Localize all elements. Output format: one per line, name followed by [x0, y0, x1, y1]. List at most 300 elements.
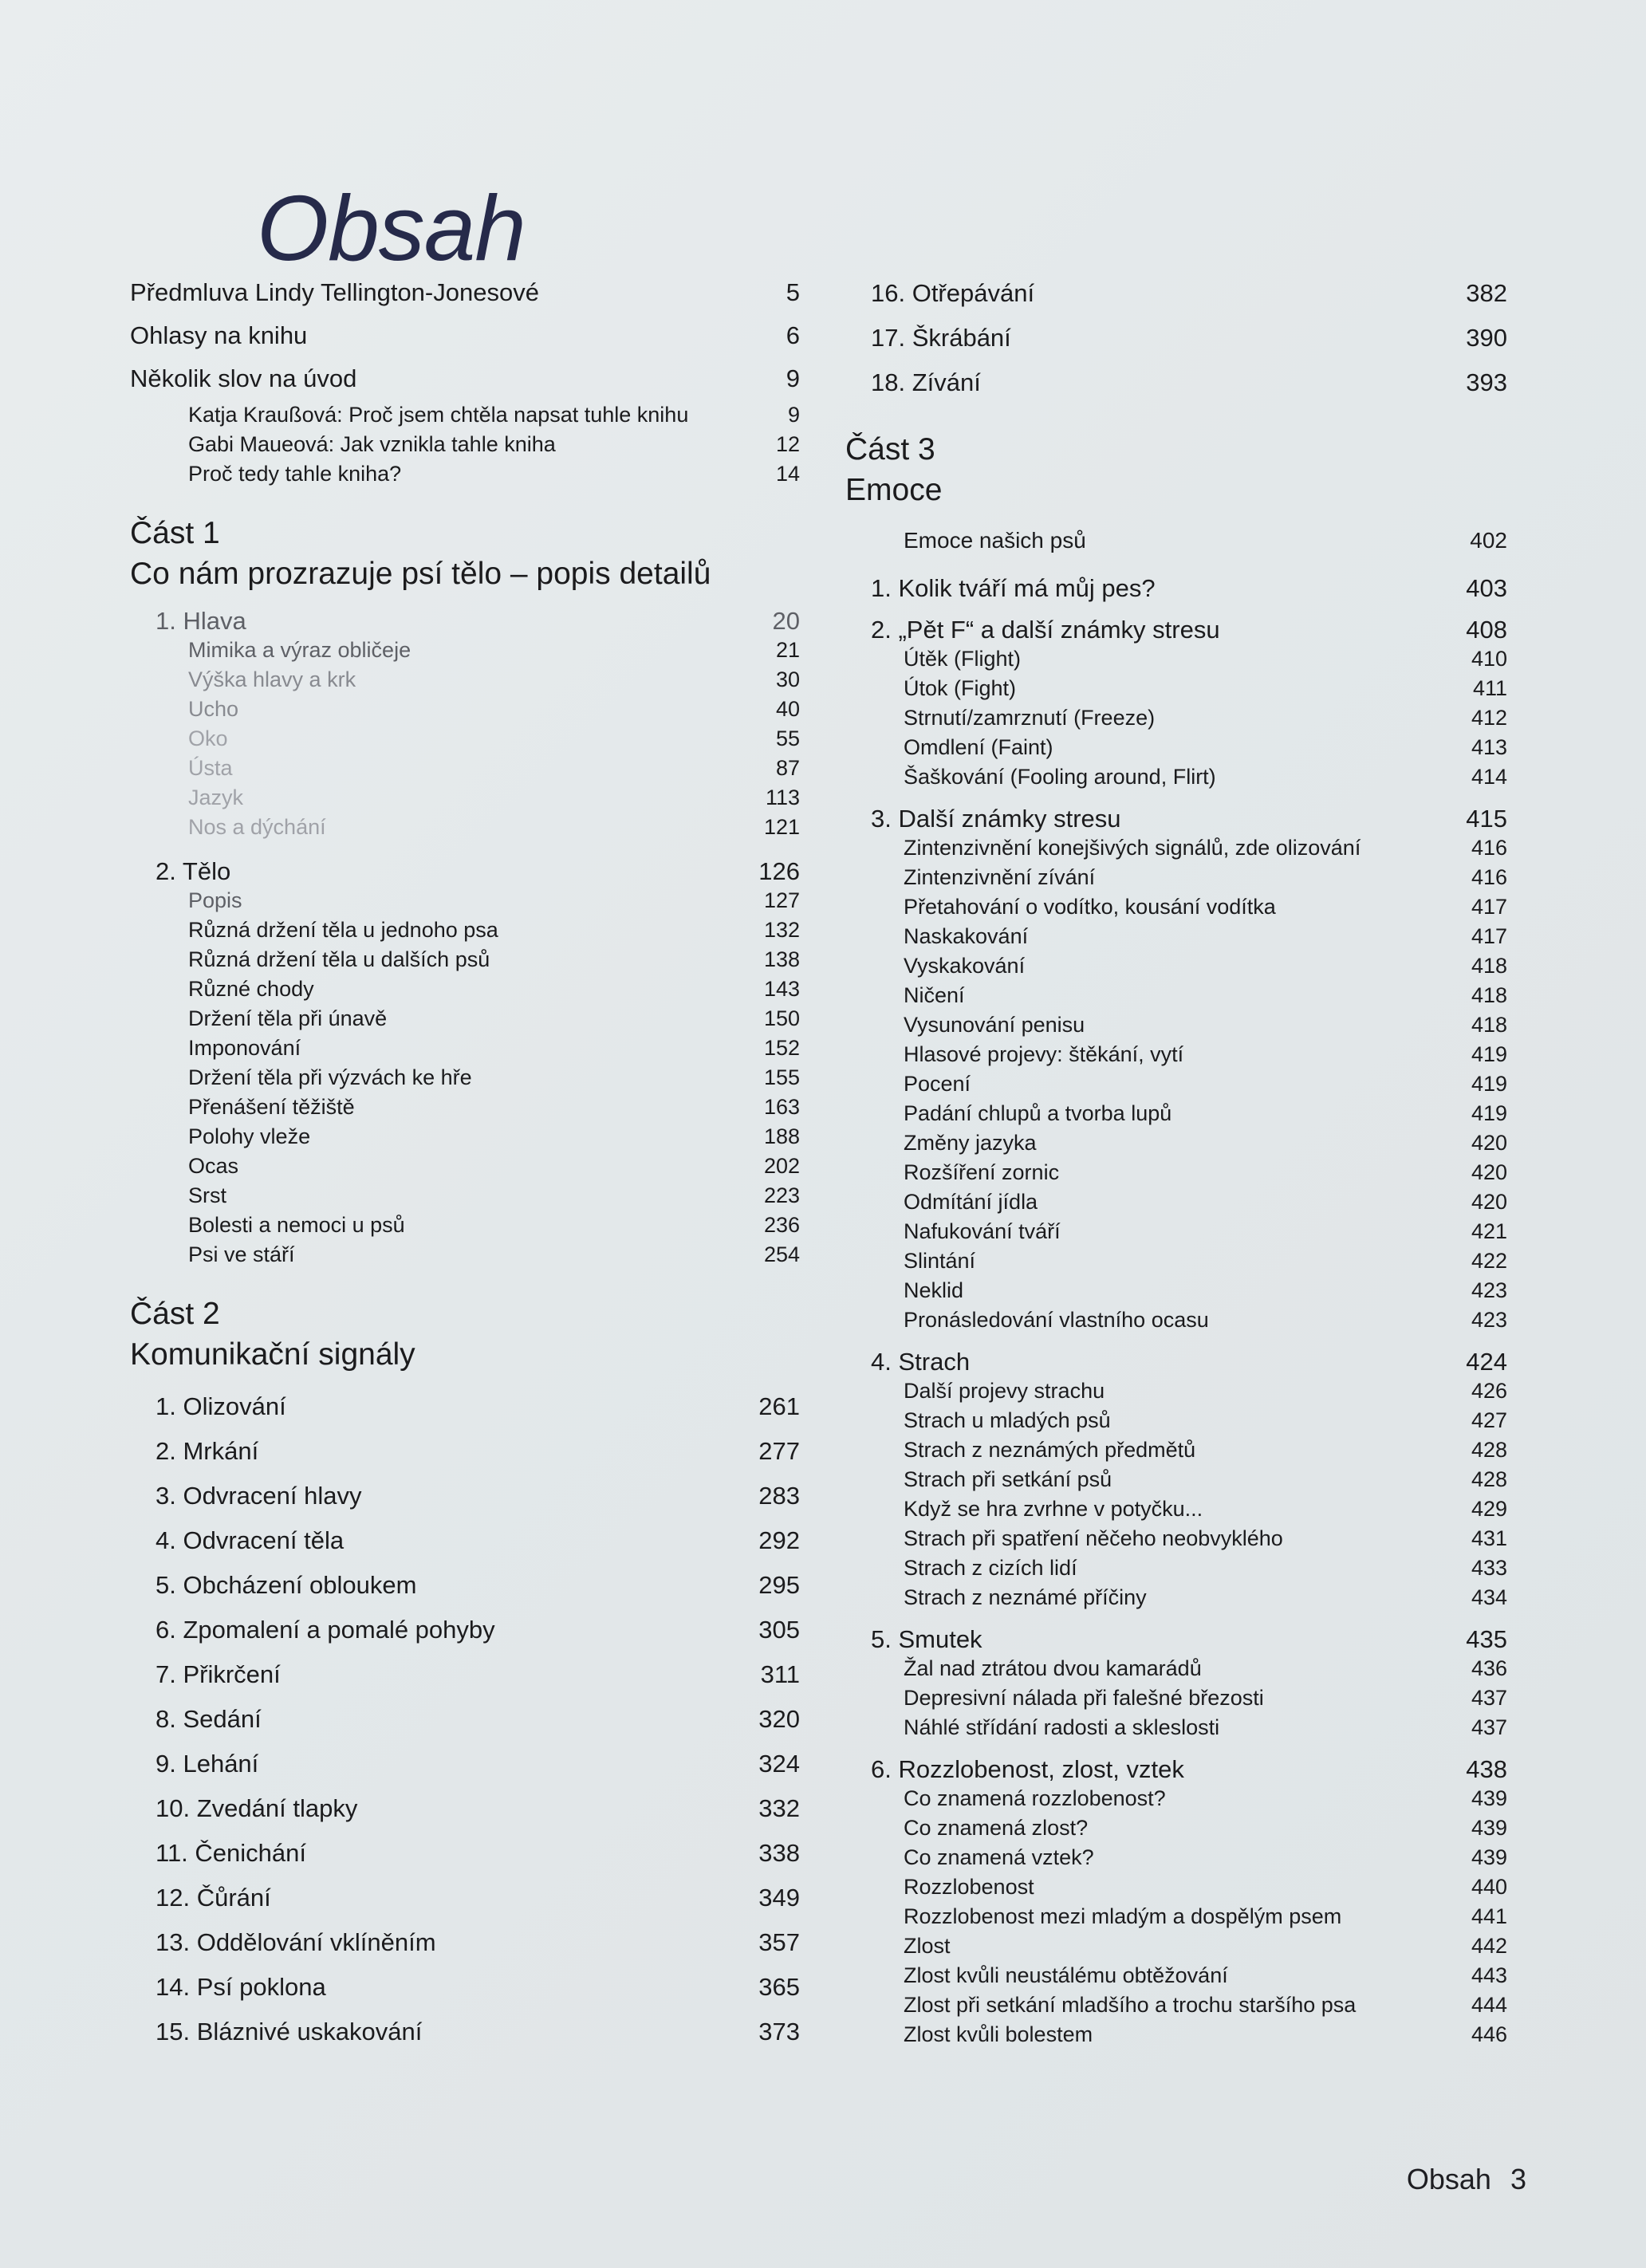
entry-label: Různé chody: [188, 977, 314, 1001]
entry-page: 434: [1471, 1585, 1507, 1609]
entry-page: 416: [1471, 865, 1507, 889]
entry-page: 426: [1471, 1379, 1507, 1403]
entry-page: 439: [1471, 1816, 1507, 1840]
toc-subentry[interactable]: [845, 1784, 1507, 1813]
part2-title: Komunikační signály: [130, 1337, 415, 1372]
entry-page: 439: [1471, 1786, 1507, 1810]
toc-subentry[interactable]: [130, 695, 800, 724]
entry-page: 14: [775, 462, 800, 486]
entry-page: 254: [763, 1242, 800, 1266]
entry-page: 150: [763, 1006, 800, 1030]
toc-subentry[interactable]: [845, 922, 1507, 951]
entry-page: 21: [775, 638, 800, 662]
toc-entry[interactable]: [130, 1965, 800, 2010]
toc-subentry[interactable]: [845, 981, 1507, 1010]
toc-entry[interactable]: [130, 2010, 800, 2054]
entry-page: 382: [1466, 279, 1507, 307]
toc-subentry[interactable]: [845, 1465, 1507, 1494]
entry-page: 413: [1471, 735, 1507, 759]
toc-chapter[interactable]: [845, 804, 1507, 833]
entry-label: Předmluva Lindy Tellington-Jonesové: [130, 278, 539, 306]
entry-page: 437: [1471, 1686, 1507, 1710]
entry-label: Různá držení těla u dalších psů: [188, 947, 490, 971]
entry-page: 419: [1471, 1072, 1507, 1096]
entry-page: 349: [758, 1884, 800, 1912]
entry-label: 17. Škrábání: [871, 324, 1011, 352]
entry-page: 439: [1471, 1845, 1507, 1869]
page-title: Obsah: [257, 175, 526, 280]
toc-subentry[interactable]: [130, 975, 800, 1004]
entry-page: 428: [1471, 1438, 1507, 1462]
toc-subentry[interactable]: [845, 1583, 1507, 1612]
toc-chapter[interactable]: [130, 856, 800, 886]
page-footer: [1407, 2163, 1526, 2196]
toc-subentry[interactable]: [845, 1010, 1507, 1040]
entry-page: 6: [786, 321, 800, 349]
part2-signal-list: [130, 1384, 800, 2054]
toc-subentry[interactable]: [845, 1494, 1507, 1524]
entry-label: Zlost kvůli bolestem: [904, 2022, 1093, 2046]
entry-label: Depresivní nálada při falešné březosti: [904, 1686, 1264, 1710]
entry-label: Katja Kraußová: Proč jsem chtěla napsat tuhle knihu: [188, 403, 689, 427]
toc-chapter[interactable]: [845, 615, 1507, 644]
entry-label: Několik slov na úvod: [130, 364, 357, 392]
entry-page: 338: [758, 1839, 800, 1867]
entry-label: Držení těla při únavě: [188, 1006, 388, 1030]
entry-label: Strach z neznámé příčiny: [904, 1585, 1147, 1609]
part1-label: Část 1: [130, 516, 220, 550]
toc-subentry[interactable]: [845, 1099, 1507, 1128]
entry-label: 2. Mrkání: [156, 1437, 259, 1465]
toc-subentry[interactable]: [845, 1187, 1507, 1217]
entry-label: 7. Přikrčení: [156, 1660, 281, 1688]
entry-page: 295: [758, 1571, 800, 1599]
entry-page: 332: [758, 1794, 800, 1822]
part3-label: Část 3: [845, 432, 935, 467]
entry-label: Jazyk: [188, 786, 244, 809]
entry-page: 446: [1471, 2022, 1507, 2046]
entry-label: Polohy vleže: [188, 1124, 311, 1148]
entry-page: 442: [1471, 1934, 1507, 1958]
toc-subentry[interactable]: [845, 1990, 1507, 2020]
part1-title: Co nám prozrazuje psí tělo – popis detailů: [130, 557, 711, 591]
entry-label: Vysunování penisu: [904, 1013, 1085, 1037]
entry-label: Strach u mladých psů: [904, 1408, 1111, 1432]
entry-label: 5. Smutek: [871, 1625, 982, 1653]
entry-page: 126: [758, 857, 800, 885]
entry-page: 305: [758, 1616, 800, 1644]
toc-subentry[interactable]: [845, 1902, 1507, 1931]
entry-label: Zintenzivnění konejšivých signálů, zde olizování: [904, 836, 1361, 860]
toc-right-column: [845, 271, 1507, 2049]
entry-page: 311: [760, 1660, 800, 1688]
entry-page: 420: [1471, 1131, 1507, 1155]
toc-entry[interactable]: [130, 1429, 800, 1474]
toc-subentry[interactable]: [845, 863, 1507, 892]
entry-label: 10. Zvedání tlapky: [156, 1794, 358, 1822]
toc-subentry[interactable]: [845, 1872, 1507, 1902]
entry-label: Proč tedy tahle kniha?: [188, 462, 402, 486]
entry-page: 429: [1471, 1497, 1507, 1521]
entry-page: 12: [775, 432, 800, 456]
entry-page: 320: [758, 1705, 800, 1733]
part2-label: Část 2: [130, 1297, 220, 1331]
entry-page: 423: [1471, 1308, 1507, 1332]
entry-page: 55: [775, 726, 800, 750]
toc-subentry[interactable]: [130, 754, 800, 783]
entry-page: 9: [787, 403, 800, 427]
toc-entry[interactable]: [845, 271, 1507, 316]
toc-subentry[interactable]: [130, 459, 800, 489]
entry-label: Zlost: [904, 1934, 951, 1958]
toc-chapter[interactable]: [130, 606, 800, 636]
toc-chapter[interactable]: [845, 1754, 1507, 1784]
entry-label: 4. Strach: [871, 1348, 971, 1376]
entry-label: Strach při spatření něčeho neobvyklého: [904, 1526, 1283, 1550]
entry-label: Psi ve stáří: [188, 1242, 295, 1266]
entry-page: 223: [763, 1183, 800, 1207]
entry-label: Strach z neznámých předmětů: [904, 1438, 1196, 1462]
toc-subentry[interactable]: [130, 1063, 800, 1093]
entry-label: 16. Otřepávání: [871, 279, 1035, 307]
entry-label: Zlost při setkání mladšího a trochu staršího psa: [904, 1993, 1357, 2017]
toc-subentry[interactable]: [130, 945, 800, 975]
toc-subentry[interactable]: [845, 2020, 1507, 2049]
entry-page: 427: [1471, 1408, 1507, 1432]
entry-label: Rozšíření zornic: [904, 1160, 1060, 1184]
toc-subentry[interactable]: [845, 703, 1507, 733]
entry-label: 1. Olizování: [156, 1392, 286, 1420]
entry-label: Náhlé střídání radosti a skleslosti: [904, 1715, 1220, 1739]
entry-label: Strach z cizích lidí: [904, 1556, 1077, 1580]
toc-entry[interactable]: [130, 1742, 800, 1786]
toc-entry[interactable]: [130, 1920, 800, 1965]
entry-page: 444: [1471, 1993, 1507, 2017]
entry-label: Ohlasy na knihu: [130, 321, 308, 349]
entry-label: Popis: [188, 888, 242, 912]
toc-subentry[interactable]: [845, 1305, 1507, 1335]
entry-page: 132: [763, 918, 800, 942]
entry-page: 411: [1472, 676, 1507, 700]
toc-subentry[interactable]: [845, 644, 1507, 674]
toc-subentry[interactable]: [130, 1004, 800, 1034]
entry-label: Útěk (Flight): [904, 647, 1022, 671]
toc-entry[interactable]: [130, 1652, 800, 1697]
toc-subentry[interactable]: [845, 1435, 1507, 1465]
toc-subentry[interactable]: [130, 636, 800, 665]
entry-page: 431: [1471, 1526, 1507, 1550]
entry-label: Ústa: [188, 756, 233, 780]
intro-subentries: [130, 400, 800, 489]
toc-subentry[interactable]: [845, 1713, 1507, 1742]
toc-subentry[interactable]: [130, 1093, 800, 1122]
entry-label: 5. Obcházení obloukem: [156, 1571, 417, 1599]
entry-label: 15. Bláznivé uskakování: [156, 2018, 423, 2046]
toc-subentry[interactable]: [845, 1276, 1507, 1305]
entry-label: 18. Zívání: [871, 368, 981, 396]
toc-subentry[interactable]: [130, 813, 800, 842]
entry-page: 393: [1466, 368, 1507, 396]
entry-label: 12. Čůrání: [156, 1884, 271, 1912]
toc-subentry[interactable]: [845, 762, 1507, 792]
toc-subentry[interactable]: [845, 1683, 1507, 1713]
toc-subentry[interactable]: [130, 400, 800, 430]
entry-label: Bolesti a nemoci u psů: [188, 1213, 405, 1237]
entry-page: 423: [1471, 1278, 1507, 1302]
entry-label: Přetahování o vodítko, kousání vodítka: [904, 895, 1276, 919]
entry-page: 417: [1471, 895, 1507, 919]
entry-label: Slintání: [904, 1249, 976, 1273]
entry-label: Emoce našich psů: [904, 528, 1086, 553]
entry-page: 418: [1471, 954, 1507, 978]
entry-label: 14. Psí poklona: [156, 1973, 326, 2001]
entry-page: 277: [758, 1437, 800, 1465]
toc-entry[interactable]: [130, 1608, 800, 1652]
toc-subentry[interactable]: [845, 1069, 1507, 1099]
toc-left-column: [130, 271, 800, 2054]
entry-label: Co znamená rozzlobenost?: [904, 1786, 1166, 1810]
toc-subentry[interactable]: [130, 1152, 800, 1181]
entry-page: 138: [763, 947, 800, 971]
entry-page: 283: [758, 1482, 800, 1510]
entry-page: 152: [763, 1036, 800, 1060]
front-matter-list: [130, 271, 800, 400]
entry-label: Nos a dýchání: [188, 815, 326, 839]
entry-label: Srst: [188, 1183, 227, 1207]
entry-page: 420: [1471, 1190, 1507, 1214]
toc-entry[interactable]: [130, 1474, 800, 1518]
entry-label: Oko: [188, 726, 228, 750]
entry-label: Útok (Fight): [904, 676, 1017, 700]
entry-label: 8. Sedání: [156, 1705, 262, 1733]
entry-label: Žal nad ztrátou dvou kamarádů: [904, 1656, 1202, 1680]
entry-label: Různá držení těla u jednoho psa: [188, 918, 498, 942]
entry-label: Nafukování tváří: [904, 1219, 1061, 1243]
toc-entry[interactable]: [845, 360, 1507, 405]
part3-chapters: [845, 573, 1507, 2049]
toc-subentry[interactable]: [130, 783, 800, 813]
entry-page: 416: [1471, 836, 1507, 860]
entry-page: 324: [758, 1750, 800, 1778]
toc-subentry[interactable]: [130, 1240, 800, 1270]
toc-subentry[interactable]: [130, 915, 800, 945]
entry-label: 13. Oddělování vklíněním: [156, 1928, 436, 1956]
toc-subentry[interactable]: [130, 1122, 800, 1152]
entry-page: 402: [1470, 528, 1507, 553]
entry-page: 412: [1471, 706, 1507, 730]
entry-label: Zintenzivnění zívání: [904, 865, 1096, 889]
entry-label: Když se hra zvrhne v potyčku...: [904, 1497, 1203, 1521]
entry-page: 357: [758, 1928, 800, 1956]
toc-subentry[interactable]: [845, 1961, 1507, 1990]
toc-entry[interactable]: [130, 1563, 800, 1608]
entry-label: Strnutí/zamrznutí (Freeze): [904, 706, 1156, 730]
entry-label: Výška hlavy a krk: [188, 667, 356, 691]
entry-page: 236: [763, 1213, 800, 1237]
entry-label: Pronásledování vlastního ocasu: [904, 1308, 1209, 1332]
toc-entry[interactable]: [845, 316, 1507, 360]
entry-label: Co znamená vztek?: [904, 1845, 1094, 1869]
entry-label: Držení těla při výzvách ke hře: [188, 1065, 472, 1089]
toc-subentry[interactable]: [845, 1128, 1507, 1158]
toc-subentry[interactable]: [845, 1813, 1507, 1843]
toc-entry[interactable]: [130, 1697, 800, 1742]
entry-label: Co znamená zlost?: [904, 1816, 1089, 1840]
entry-page: 87: [775, 756, 800, 780]
entry-page: 410: [1471, 647, 1507, 671]
entry-label: Strach při setkání psů: [904, 1467, 1112, 1491]
entry-label: 2. Tělo: [156, 857, 231, 885]
entry-page: 424: [1466, 1348, 1507, 1376]
toc-entry[interactable]: [130, 1786, 800, 1831]
entry-label: 2. „Pět F“ a další známky stresu: [871, 616, 1220, 644]
entry-page: 428: [1471, 1467, 1507, 1491]
entry-page: 143: [763, 977, 800, 1001]
toc-entry[interactable]: [130, 314, 800, 357]
entry-page: 438: [1466, 1755, 1507, 1783]
entry-label: Naskakování: [904, 924, 1029, 948]
toc-entry[interactable]: [130, 1384, 800, 1429]
entry-page: 417: [1471, 924, 1507, 948]
entry-page: 418: [1471, 983, 1507, 1007]
entry-label: Ničení: [904, 983, 965, 1007]
part1-chapters: [130, 606, 800, 1270]
toc-subentry[interactable]: [130, 1211, 800, 1240]
toc-subentry[interactable]: [845, 1654, 1507, 1683]
toc-subentry[interactable]: [845, 1524, 1507, 1553]
toc-subentry[interactable]: [130, 886, 800, 915]
toc-entry[interactable]: [130, 1831, 800, 1876]
toc-entry[interactable]: [130, 271, 800, 314]
entry-page: 433: [1471, 1556, 1507, 1580]
entry-page: 419: [1471, 1042, 1507, 1066]
entry-page: 113: [765, 786, 800, 809]
entry-page: 440: [1471, 1875, 1507, 1899]
entry-label: 4. Odvracení těla: [156, 1526, 345, 1554]
toc-subentry[interactable]: [845, 1040, 1507, 1069]
entry-label: Vyskakování: [904, 954, 1026, 978]
toc-subentry[interactable]: [845, 1158, 1507, 1187]
toc-subentry[interactable]: [845, 1376, 1507, 1406]
entry-page: 40: [775, 697, 800, 721]
toc-subentry[interactable]: [130, 430, 800, 459]
toc-entry[interactable]: [130, 1518, 800, 1563]
entry-page: 415: [1466, 805, 1507, 833]
entry-page: 422: [1471, 1249, 1507, 1273]
entry-label: Rozzlobenost: [904, 1875, 1034, 1899]
toc-subentry[interactable]: [130, 665, 800, 695]
part2-signal-list-continued: [845, 271, 1507, 405]
entry-page: 443: [1471, 1963, 1507, 1987]
entry-label: Neklid: [904, 1278, 964, 1302]
entry-page: 5: [786, 278, 800, 306]
entry-page: 435: [1466, 1625, 1507, 1653]
entry-label: Omdlení (Faint): [904, 735, 1053, 759]
entry-label: Změny jazyka: [904, 1131, 1037, 1155]
toc-subentry[interactable]: [130, 1181, 800, 1211]
toc-subentry[interactable]: [845, 892, 1507, 922]
entry-label: 1. Kolik tváří má můj pes?: [871, 574, 1156, 602]
toc-entry[interactable]: [130, 357, 800, 400]
toc-chapter[interactable]: [845, 573, 1507, 603]
toc-subentry[interactable]: [845, 951, 1507, 981]
entry-label: Zlost kvůli neustálému obtěžování: [904, 1963, 1228, 1987]
entry-page: 261: [758, 1392, 800, 1420]
footer-label: Obsah: [1406, 2163, 1491, 2195]
entry-label: Další projevy strachu: [904, 1379, 1105, 1403]
entry-label: Odmítání jídla: [904, 1190, 1038, 1214]
toc-subentry[interactable]: [845, 1553, 1507, 1583]
entry-label: 3. Další známky stresu: [871, 805, 1121, 833]
entry-page: 20: [772, 607, 800, 635]
toc-subentry[interactable]: [130, 1034, 800, 1063]
page-number: 3: [1510, 2163, 1526, 2195]
toc-subentry[interactable]: [845, 733, 1507, 762]
entry-label: Přenášení těžiště: [188, 1095, 355, 1119]
entry-page: 414: [1471, 765, 1507, 789]
entry-label: Ocas: [188, 1154, 239, 1178]
toc-subentry[interactable]: [845, 1843, 1507, 1872]
entry-label: 1. Hlava: [156, 607, 246, 635]
part3-intro-entry[interactable]: [845, 520, 1507, 561]
entry-page: 121: [763, 815, 800, 839]
entry-label: Gabi Maueová: Jak vznikla tahle kniha: [188, 432, 556, 456]
entry-label: Šaškování (Fooling around, Flirt): [904, 765, 1216, 789]
toc-subentry[interactable]: [845, 674, 1507, 703]
entry-label: Pocení: [904, 1072, 971, 1096]
entry-page: 390: [1466, 324, 1507, 352]
part3-title: Emoce: [845, 473, 943, 507]
entry-label: Padání chlupů a tvorba lupů: [904, 1101, 1172, 1125]
entry-page: 155: [763, 1065, 800, 1089]
toc-subentry[interactable]: [845, 1406, 1507, 1435]
entry-label: 6. Rozzlobenost, zlost, vztek: [871, 1755, 1184, 1783]
entry-page: 127: [763, 888, 800, 912]
entry-page: 441: [1471, 1904, 1507, 1928]
entry-page: 418: [1471, 1013, 1507, 1037]
entry-label: Rozzlobenost mezi mladým a dospělým psem: [904, 1904, 1342, 1928]
entry-page: 403: [1466, 574, 1507, 602]
entry-label: Mimika a výraz obličeje: [188, 638, 412, 662]
entry-page: 421: [1471, 1219, 1507, 1243]
entry-label: 6. Zpomalení a pomalé pohyby: [156, 1616, 495, 1644]
entry-page: 188: [763, 1124, 800, 1148]
toc-subentry[interactable]: [845, 1246, 1507, 1276]
entry-page: 408: [1466, 616, 1507, 644]
entry-label: Imponování: [188, 1036, 301, 1060]
entry-page: 436: [1471, 1656, 1507, 1680]
entry-page: 420: [1471, 1160, 1507, 1184]
toc-chapter[interactable]: [845, 1624, 1507, 1654]
entry-page: 437: [1471, 1715, 1507, 1739]
entry-page: 202: [763, 1154, 800, 1178]
toc-subentry[interactable]: [845, 1931, 1507, 1961]
entry-page: 9: [786, 364, 800, 392]
toc-subentry[interactable]: [845, 1217, 1507, 1246]
toc-chapter[interactable]: [845, 1347, 1507, 1376]
entry-label: 11. Čenichání: [156, 1839, 306, 1867]
entry-label: Hlasové projevy: štěkání, vytí: [904, 1042, 1184, 1066]
entry-label: Ucho: [188, 697, 239, 721]
entry-page: 30: [775, 667, 800, 691]
entry-label: 3. Odvracení hlavy: [156, 1482, 362, 1510]
toc-subentry[interactable]: [130, 724, 800, 754]
entry-page: 365: [758, 1973, 800, 2001]
entry-page: 292: [758, 1526, 800, 1554]
entry-page: 163: [763, 1095, 800, 1119]
toc-subentry[interactable]: [845, 833, 1507, 863]
toc-entry[interactable]: [130, 1876, 800, 1920]
